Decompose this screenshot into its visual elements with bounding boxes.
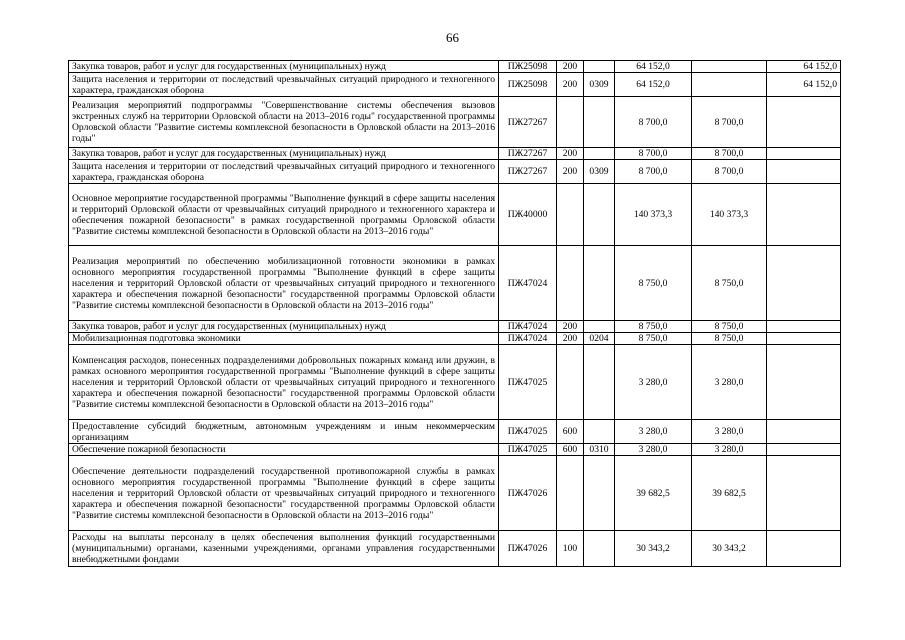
row-expense-type-cell: [557, 246, 584, 321]
row-amount-3-cell: [767, 420, 841, 444]
row-amount-2-cell: [692, 61, 767, 73]
row-section-cell: [584, 456, 615, 531]
page-number: 66: [446, 30, 459, 45]
row-amount-3-cell: 64 152,0: [767, 73, 841, 97]
row-total-cell: 8 700,0: [615, 160, 692, 184]
row-section-cell: 0204: [584, 333, 615, 345]
row-code-cell: ПЖ47026: [499, 456, 557, 531]
row-section-cell: [584, 420, 615, 444]
row-code-cell: ПЖ47024: [499, 333, 557, 345]
row-amount-2-cell: 8 700,0: [692, 148, 767, 160]
row-amount-2-cell: 8 700,0: [692, 97, 767, 148]
row-name-cell: Обеспечение деятельности подразделений государственной противопожарной службы в рамках основного мероприятия государственной программы "Выполнение функций в сфере защиты населения и территорий Орловской области от чрезвычайных ситуаций природного и техногенного характера и обеспечения пожарной безопасности" государственной программы Орловской области "Развитие системы комплексной безопасности в Орловской области на 2013–2016 годы": [69, 456, 499, 531]
row-amount-2-cell: [692, 73, 767, 97]
row-amount-3-cell: [767, 97, 841, 148]
row-section-cell: 0309: [584, 160, 615, 184]
row-code-cell: ПЖ47026: [499, 531, 557, 567]
row-expense-type-cell: 200: [557, 73, 584, 97]
row-name-cell: Компенсация расходов, понесенных подразделениями добровольных пожарных команд или дружин, в рамках основного мероприятия государственной программы "Выполнение функций в сфере защиты населения и территорий Орловской области от чрезвычайных ситуаций природного и техногенного характера и обеспечения пожарной безопасности" государственной программы Орловской области "Развитие системы комплексной безопасности в Орловской области на 2013–2016 годы": [69, 345, 499, 420]
row-code-cell: ПЖ47024: [499, 321, 557, 333]
row-amount-2-cell: 140 373,3: [692, 184, 767, 246]
row-total-cell: 140 373,3: [615, 184, 692, 246]
row-expense-type-cell: 200: [557, 333, 584, 345]
row-amount-2-cell: 8 750,0: [692, 246, 767, 321]
row-code-cell: ПЖ27267: [499, 97, 557, 148]
row-amount-2-cell: 8 750,0: [692, 321, 767, 333]
row-name-cell: Обеспечение пожарной безопасности: [69, 444, 499, 456]
table-row: [69, 531, 841, 567]
row-total-cell: 64 152,0: [615, 73, 692, 97]
row-total-cell: 3 280,0: [615, 420, 692, 444]
row-name-cell: Предоставление субсидий бюджетным, автономным учреждениям и иным некоммерческим организациям: [69, 420, 499, 444]
row-name-cell: Защита населения и территории от последствий чрезвычайных ситуаций природного и техногенного характера, гражданская оборона: [69, 160, 499, 184]
row-amount-3-cell: [767, 456, 841, 531]
row-section-cell: 0310: [584, 444, 615, 456]
row-expense-type-cell: 200: [557, 148, 584, 160]
table-row: [69, 148, 841, 160]
row-amount-3-cell: [767, 444, 841, 456]
table-row: [69, 420, 841, 444]
row-total-cell: 8 750,0: [615, 246, 692, 321]
row-code-cell: ПЖ40000: [499, 184, 557, 246]
row-code-cell: ПЖ47025: [499, 420, 557, 444]
row-section-cell: [584, 97, 615, 148]
table-body: [69, 61, 841, 567]
row-expense-type-cell: 200: [557, 61, 584, 73]
row-name-cell: Основное мероприятие государственной программы "Выполнение функций в сфере защиты населения и территорий Орловской области от чрезвычайных ситуаций природного и техногенного характера и обеспечения пожарной безопасности" в рамках государственной программы Орловской области "Развитие системы комплексной безопасности в Орловской области на 2013–2016 годы": [69, 184, 499, 246]
row-expense-type-cell: 200: [557, 321, 584, 333]
row-name-cell: Закупка товаров, работ и услуг для государственных (муниципальных) нужд: [69, 321, 499, 333]
row-amount-2-cell: 8 750,0: [692, 333, 767, 345]
row-name-cell: Закупка товаров, работ и услуг для государственных (муниципальных) нужд: [69, 61, 499, 73]
row-section-cell: [584, 321, 615, 333]
table-row: [69, 97, 841, 148]
table-row: [69, 246, 841, 321]
row-amount-3-cell: [767, 345, 841, 420]
row-code-cell: ПЖ27267: [499, 148, 557, 160]
row-expense-type-cell: [557, 97, 584, 148]
row-amount-2-cell: 30 343,2: [692, 531, 767, 567]
row-name-cell: Реализация мероприятий подпрограммы "Совершенствование системы обеспечения вызовов экстренных служб на территории Орловской области на 2013–2016 годы" государственной программы Орловской области "Развитие системы комплексной безопасности в Орловской области на 2013–2016 годы": [69, 97, 499, 148]
budget-table: [68, 60, 841, 567]
row-expense-type-cell: 100: [557, 531, 584, 567]
row-expense-type-cell: [557, 456, 584, 531]
row-expense-type-cell: 600: [557, 444, 584, 456]
table-row: [69, 333, 841, 345]
row-amount-2-cell: 8 700,0: [692, 160, 767, 184]
row-section-cell: [584, 246, 615, 321]
row-code-cell: ПЖ25098: [499, 73, 557, 97]
row-section-cell: [584, 531, 615, 567]
table-row: [69, 321, 841, 333]
table-row: [69, 61, 841, 73]
row-expense-type-cell: 200: [557, 160, 584, 184]
row-code-cell: ПЖ27267: [499, 160, 557, 184]
table-row: [69, 73, 841, 97]
row-amount-2-cell: 3 280,0: [692, 420, 767, 444]
row-name-cell: Расходы на выплаты персоналу в целях обеспечения выполнения функций государственными (муниципальными) органами, казенными учреждениями, органами управления государственными внебюджетными фондами: [69, 531, 499, 567]
row-amount-3-cell: [767, 531, 841, 567]
row-section-cell: [584, 345, 615, 420]
table-row: [69, 345, 841, 420]
row-amount-3-cell: [767, 160, 841, 184]
row-expense-type-cell: [557, 184, 584, 246]
row-name-cell: Реализация мероприятий по обеспечению мобилизационной готовности экономики в рамках основного мероприятия государственной программы "Выполнение функций в сфере защиты населения и территорий Орловской области от чрезвычайных ситуаций природного и техногенного характера и обеспечения пожарной безопасности" государственной программы Орловской области "Развитие системы комплексной безопасности в Орловской области на 2013–2016 годы": [69, 246, 499, 321]
row-total-cell: 8 700,0: [615, 148, 692, 160]
table-row: [69, 160, 841, 184]
row-code-cell: ПЖ47025: [499, 345, 557, 420]
row-amount-3-cell: [767, 333, 841, 345]
table-row: [69, 444, 841, 456]
row-amount-2-cell: 3 280,0: [692, 444, 767, 456]
row-code-cell: ПЖ25098: [499, 61, 557, 73]
row-amount-3-cell: [767, 246, 841, 321]
row-total-cell: 8 750,0: [615, 321, 692, 333]
row-name-cell: Защита населения и территории от последствий чрезвычайных ситуаций природного и техногенного характера, гражданская оборона: [69, 73, 499, 97]
row-total-cell: 8 700,0: [615, 97, 692, 148]
row-total-cell: 3 280,0: [615, 444, 692, 456]
row-section-cell: [584, 148, 615, 160]
row-amount-3-cell: [767, 148, 841, 160]
row-total-cell: 30 343,2: [615, 531, 692, 567]
row-total-cell: 3 280,0: [615, 345, 692, 420]
row-name-cell: Закупка товаров, работ и услуг для государственных (муниципальных) нужд: [69, 148, 499, 160]
row-section-cell: 0309: [584, 73, 615, 97]
row-total-cell: 64 152,0: [615, 61, 692, 73]
row-section-cell: [584, 61, 615, 73]
row-amount-2-cell: 39 682,5: [692, 456, 767, 531]
row-expense-type-cell: 600: [557, 420, 584, 444]
row-amount-3-cell: 64 152,0: [767, 61, 841, 73]
row-amount-3-cell: [767, 184, 841, 246]
row-total-cell: 39 682,5: [615, 456, 692, 531]
row-section-cell: [584, 184, 615, 246]
row-total-cell: 8 750,0: [615, 333, 692, 345]
table-row: [69, 184, 841, 246]
row-name-cell: Мобилизационная подготовка экономики: [69, 333, 499, 345]
row-amount-3-cell: [767, 321, 841, 333]
row-expense-type-cell: [557, 345, 584, 420]
row-code-cell: ПЖ47024: [499, 246, 557, 321]
table-row: [69, 456, 841, 531]
row-amount-2-cell: 3 280,0: [692, 345, 767, 420]
row-code-cell: ПЖ47025: [499, 444, 557, 456]
